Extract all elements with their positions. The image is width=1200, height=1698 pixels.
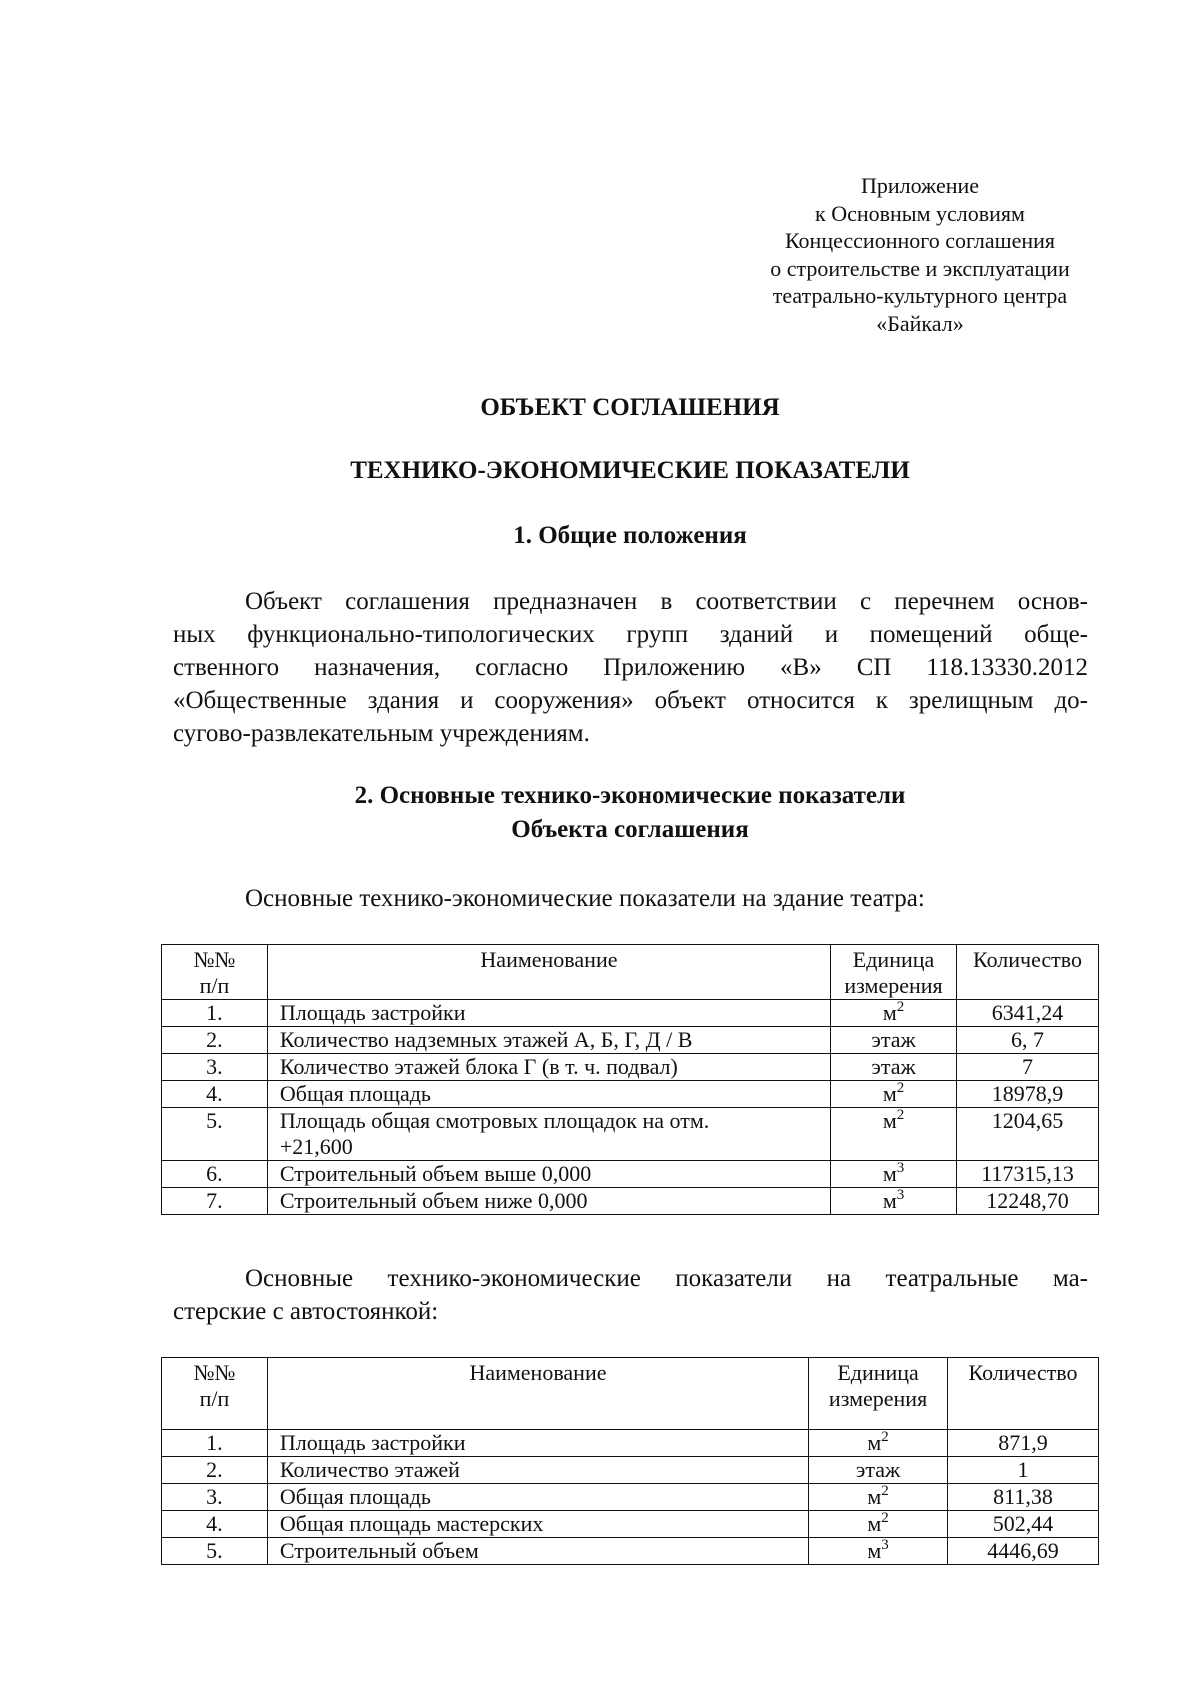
table-row: 3. Общая площадь $м^2$ 811,38 xyxy=(162,1484,1099,1511)
section-1-heading: 1. Общие положения xyxy=(513,522,747,549)
paragraph-line: «Общественные здания и сооружения» объект относится к зрелищным до- xyxy=(173,687,1088,714)
table-row: 4. Общая площадь $м^2$ 18978,9 xyxy=(162,1081,1099,1108)
header-num: №№ п/п xyxy=(162,945,268,1000)
document-subtitle: ТЕХНИКО-ЭКОНОМИЧЕСКИЕ ПОКАЗАТЕЛИ xyxy=(350,457,910,484)
caption-line: Основные технико-экономические показатели на театральные ма- xyxy=(245,1265,1088,1292)
table-row: 5. Строительный объем $м^3$ 4446,69 xyxy=(162,1538,1099,1565)
appendix-line: «Байкал» xyxy=(876,310,964,336)
header-unit: Единица измерения xyxy=(831,945,957,1000)
table-header-row xyxy=(162,945,1099,1000)
header-name: Наименование xyxy=(267,945,830,1000)
table-row: 1. Площадь застройки $м^2$ 871,9 xyxy=(162,1430,1099,1457)
header-unit: Единица измерения xyxy=(809,1358,948,1430)
table-header-row xyxy=(162,1358,1099,1430)
table-row: 5. Площадь общая смотровых площадок на отм. +21,600 $м^2$ 1204,65 xyxy=(162,1108,1099,1161)
table-row: 7. Строительный объем ниже 0,000 $м^3$ 12248,70 xyxy=(162,1188,1099,1215)
table-row: 3. Количество этажей блока Г (в т. ч. подвал) этаж 7 xyxy=(162,1054,1099,1081)
workshops-table-caption xyxy=(173,1262,1088,1328)
appendix-line: Концессионного соглашения xyxy=(784,228,1056,253)
paragraph-line: сугово-развлекательным учреждениям. xyxy=(173,720,590,747)
header-qty: Количество xyxy=(957,945,1099,1000)
theatre-indicators-table xyxy=(161,944,1099,1215)
caption-line: стерские с автостоянкой: xyxy=(173,1298,439,1325)
table-row: 2. Количество надземных этажей А, Б, Г, Д / В этаж 6, 7 xyxy=(162,1027,1099,1054)
table-row: 1. Площадь застройки $м^2$ 6341,24 xyxy=(162,1000,1099,1027)
theatre-table-caption: Основные технико-экономические показатели на здание театра: xyxy=(245,885,925,912)
appendix-line: о строительстве и эксплуатации xyxy=(770,255,1070,281)
appendix-line: Приложение xyxy=(860,173,980,198)
paragraph-line: ственного назначения, согласно Приложению «В» СП 118.13330.2012 xyxy=(173,654,1088,681)
table-row: 6. Строительный объем выше 0,000 $м^3$ 117315,13 xyxy=(162,1161,1099,1188)
appendix-line: к Основным условиям xyxy=(815,200,1025,226)
table-row: 4. Общая площадь мастерских $м^2$ 502,44 xyxy=(162,1511,1099,1538)
section-2-heading: 2. Основные технико-экономические показатели xyxy=(354,782,906,809)
header-qty: Количество xyxy=(948,1358,1099,1430)
section-2-heading-line2: Объекта соглашения xyxy=(511,816,749,843)
table-row: 2. Количество этажей этаж 1 xyxy=(162,1457,1099,1484)
paragraph-line: ных функционально-типологических групп зданий и помещений обще- xyxy=(173,621,1088,648)
paragraph-line: Объект соглашения предназначен в соответствии с перечнем основ- xyxy=(245,588,1088,615)
header-name: Наименование xyxy=(267,1358,808,1430)
header-num: №№ п/п xyxy=(162,1358,268,1430)
appendix-line: театрально-культурного центра xyxy=(772,283,1068,308)
appendix-header xyxy=(720,172,1120,337)
document-title: ОБЪЕКТ СОГЛАШЕНИЯ xyxy=(480,394,780,421)
section-1-paragraph xyxy=(173,585,1088,750)
workshops-indicators-table xyxy=(161,1357,1099,1565)
